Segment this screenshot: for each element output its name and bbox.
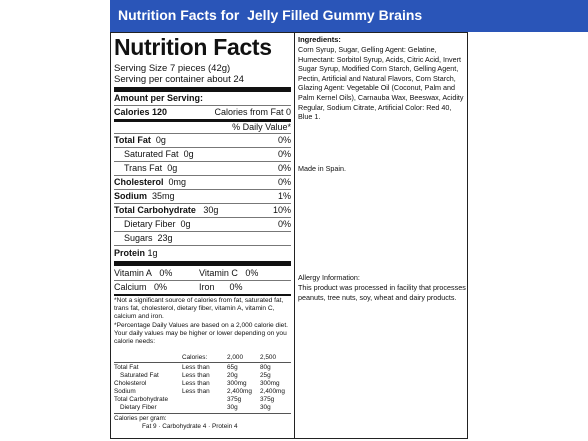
dv-table-col2: 2,500 bbox=[260, 354, 276, 361]
nutrient-row-total-fat bbox=[114, 135, 291, 147]
medium-divider bbox=[114, 294, 291, 296]
nutrient-name: Dietary Fiber bbox=[124, 219, 176, 229]
nutrient-amount: 0g bbox=[183, 149, 194, 159]
allergy-title: Allergy Information: bbox=[298, 273, 360, 282]
nutrient-amount: 0g bbox=[167, 163, 178, 173]
dv-table-row-cmp: Less than bbox=[182, 364, 210, 371]
divider bbox=[114, 161, 291, 162]
dv-table-row-cmp: Less than bbox=[182, 380, 210, 387]
footnote-not-significant: *Not a significant source of calories from fat, saturated fat, trans fat, cholesterol, dietary fiber, vitamin A, vitamin C, calcium and iron. bbox=[114, 297, 284, 320]
dv-table-row-v1: 20g bbox=[227, 372, 238, 379]
dv-table-row-cmp: Less than bbox=[182, 372, 210, 379]
dv-table-row-name: Dietary Fiber bbox=[120, 404, 157, 411]
dv-table-row-v2: 2,400mg bbox=[260, 388, 285, 395]
nutrient-dv: 10% bbox=[272, 205, 291, 215]
amount-per-serving-label: Amount per Serving: bbox=[114, 93, 204, 103]
amount-per-serving bbox=[114, 93, 291, 105]
dv-table-row-name: Cholesterol bbox=[114, 380, 147, 387]
nutrient-amount: 35mg bbox=[152, 191, 175, 201]
divider bbox=[114, 133, 291, 134]
nutrient-row-protein bbox=[114, 248, 291, 260]
dv-table-row-name: Total Fat bbox=[114, 364, 139, 371]
dv-table-row-v2: 30g bbox=[260, 404, 271, 411]
nutrient-row-total-carbohydrate bbox=[114, 205, 291, 217]
label-title: Nutrition Facts bbox=[114, 34, 272, 60]
nutrient-name: Cholesterol bbox=[114, 177, 164, 187]
divider bbox=[114, 175, 291, 176]
nutrient-name: Trans Fat bbox=[124, 163, 163, 173]
calcium: Calcium 0% bbox=[114, 282, 168, 292]
nutrient-amount: 0mg bbox=[168, 177, 187, 187]
servings-per-container: Serving per container about 24 bbox=[114, 74, 244, 85]
vitamin-a: Vitamin A 0% bbox=[114, 268, 173, 278]
dv-table-row-v2: 300mg bbox=[260, 380, 280, 387]
nutrient-row-trans-fat bbox=[114, 163, 291, 175]
footnote-percent-dv: *Percentage Daily Values are based on a 2,000 calorie diet. Your daily values may be higher or lower depending on you calorie needs: bbox=[114, 322, 288, 345]
nutrient-name: Total Fat bbox=[114, 135, 151, 145]
dv-header: % Daily Value* bbox=[232, 122, 291, 132]
nutrient-amount: 23g bbox=[157, 233, 173, 243]
dv-table-row-v1: 30g bbox=[227, 404, 238, 411]
nutrient-amount: 0g bbox=[180, 219, 191, 229]
allergy-text: This product was processed in facility that processes peanuts, tree nuts, soy, wheat and dairy products. bbox=[298, 283, 466, 302]
nutrient-dv: 0% bbox=[277, 177, 291, 187]
ingredients-text: Corn Syrup, Sugar, Gelling Agent: Gelatine, Humectant: Sorbitol Syrup, Acids, Citric Acid, Invert Sugar Syrup, Modified Corn Starch, Gelling Agent, Pectin, Artificial and Natural Flavors, Corn Starch, Glazing Agent: Vegetable Oil (Coconut, Palm and Palm Kernel Oils), Carnauba Wax, Beeswax, Acidity Regular, Sodium Citrate, Artificial Color: Red 40, Blue 1. bbox=[298, 45, 464, 122]
divider bbox=[114, 413, 291, 414]
nutrient-name: Saturated Fat bbox=[124, 149, 179, 159]
divider bbox=[114, 231, 291, 232]
serving-size: Serving Size 7 pieces (42g) bbox=[114, 63, 231, 74]
nutrient-dv: 1% bbox=[277, 191, 291, 201]
nutrient-name: Protein bbox=[114, 248, 146, 258]
nutrient-dv: 0% bbox=[277, 149, 291, 159]
vitamin-c: Vitamin C 0% bbox=[199, 268, 259, 278]
dv-table-row-v1: 65g bbox=[227, 364, 238, 371]
nutrient-row-sodium bbox=[114, 191, 291, 203]
iron: Iron 0% bbox=[199, 282, 243, 292]
divider bbox=[114, 280, 291, 281]
dv-table-row-cmp: Less than bbox=[182, 388, 210, 395]
divider bbox=[114, 147, 291, 148]
made-in: Made in Spain. bbox=[298, 164, 346, 173]
divider bbox=[114, 245, 291, 246]
dv-table-row-name: Sodium bbox=[114, 388, 136, 395]
dv-table-row-v1: 300mg bbox=[227, 380, 247, 387]
dv-table-row-v2: 25g bbox=[260, 372, 271, 379]
dv-table-row-v1: 375g bbox=[227, 396, 242, 403]
dv-table-row-name: Total Carbohydrate bbox=[114, 396, 168, 403]
dv-table-row-v1: 2,400mg bbox=[227, 388, 252, 395]
header-title: Nutrition Facts for Jelly Filled Gummy Brains bbox=[118, 7, 423, 23]
nutrient-dv: 0% bbox=[277, 163, 291, 173]
info-panel bbox=[295, 32, 468, 439]
calories-row bbox=[114, 107, 291, 119]
divider bbox=[114, 362, 291, 363]
dv-table-row-v2: 80g bbox=[260, 364, 271, 371]
dv-table-row-v2: 375g bbox=[260, 396, 275, 403]
calories-per-gram-values: Fat 9 · Carbohydrate 4 · Protein 4 bbox=[142, 423, 238, 430]
dv-table-calories-label: Calories: bbox=[182, 354, 208, 361]
dv-reference-table bbox=[114, 354, 291, 434]
divider bbox=[114, 189, 291, 190]
nutrient-row-cholesterol bbox=[114, 177, 291, 189]
calories-per-gram-label: Calories per gram: bbox=[114, 415, 167, 422]
nutrient-amount: 0g bbox=[155, 135, 166, 145]
divider bbox=[114, 203, 291, 204]
dv-table-col1: 2,000 bbox=[227, 354, 243, 361]
nutrient-dv: 0% bbox=[277, 135, 291, 145]
nutrient-amount: 30g bbox=[203, 205, 219, 215]
thick-divider bbox=[114, 261, 291, 266]
dv-table-row-name: Saturated Fat bbox=[120, 372, 159, 379]
nutrient-amount: 1g bbox=[147, 248, 158, 258]
nutrient-row-dietary-fiber bbox=[114, 219, 291, 231]
nutrient-dv: 0% bbox=[277, 219, 291, 229]
nutrition-label bbox=[110, 32, 295, 439]
ingredients-title: Ingredients: bbox=[298, 35, 341, 44]
nutrient-name: Total Carbohydrate bbox=[114, 205, 196, 215]
nutrient-row-sugars bbox=[114, 233, 291, 245]
calories-from-fat: Calories from Fat 0 bbox=[214, 107, 291, 117]
nutrient-name: Sugars bbox=[124, 233, 153, 243]
header-bar bbox=[110, 0, 588, 32]
nutrient-name: Sodium bbox=[114, 191, 147, 201]
calories-value: Calories 120 bbox=[114, 107, 168, 117]
thick-divider bbox=[114, 87, 291, 92]
nutrient-row-saturated-fat bbox=[114, 149, 291, 161]
divider bbox=[114, 217, 291, 218]
divider bbox=[114, 105, 291, 106]
